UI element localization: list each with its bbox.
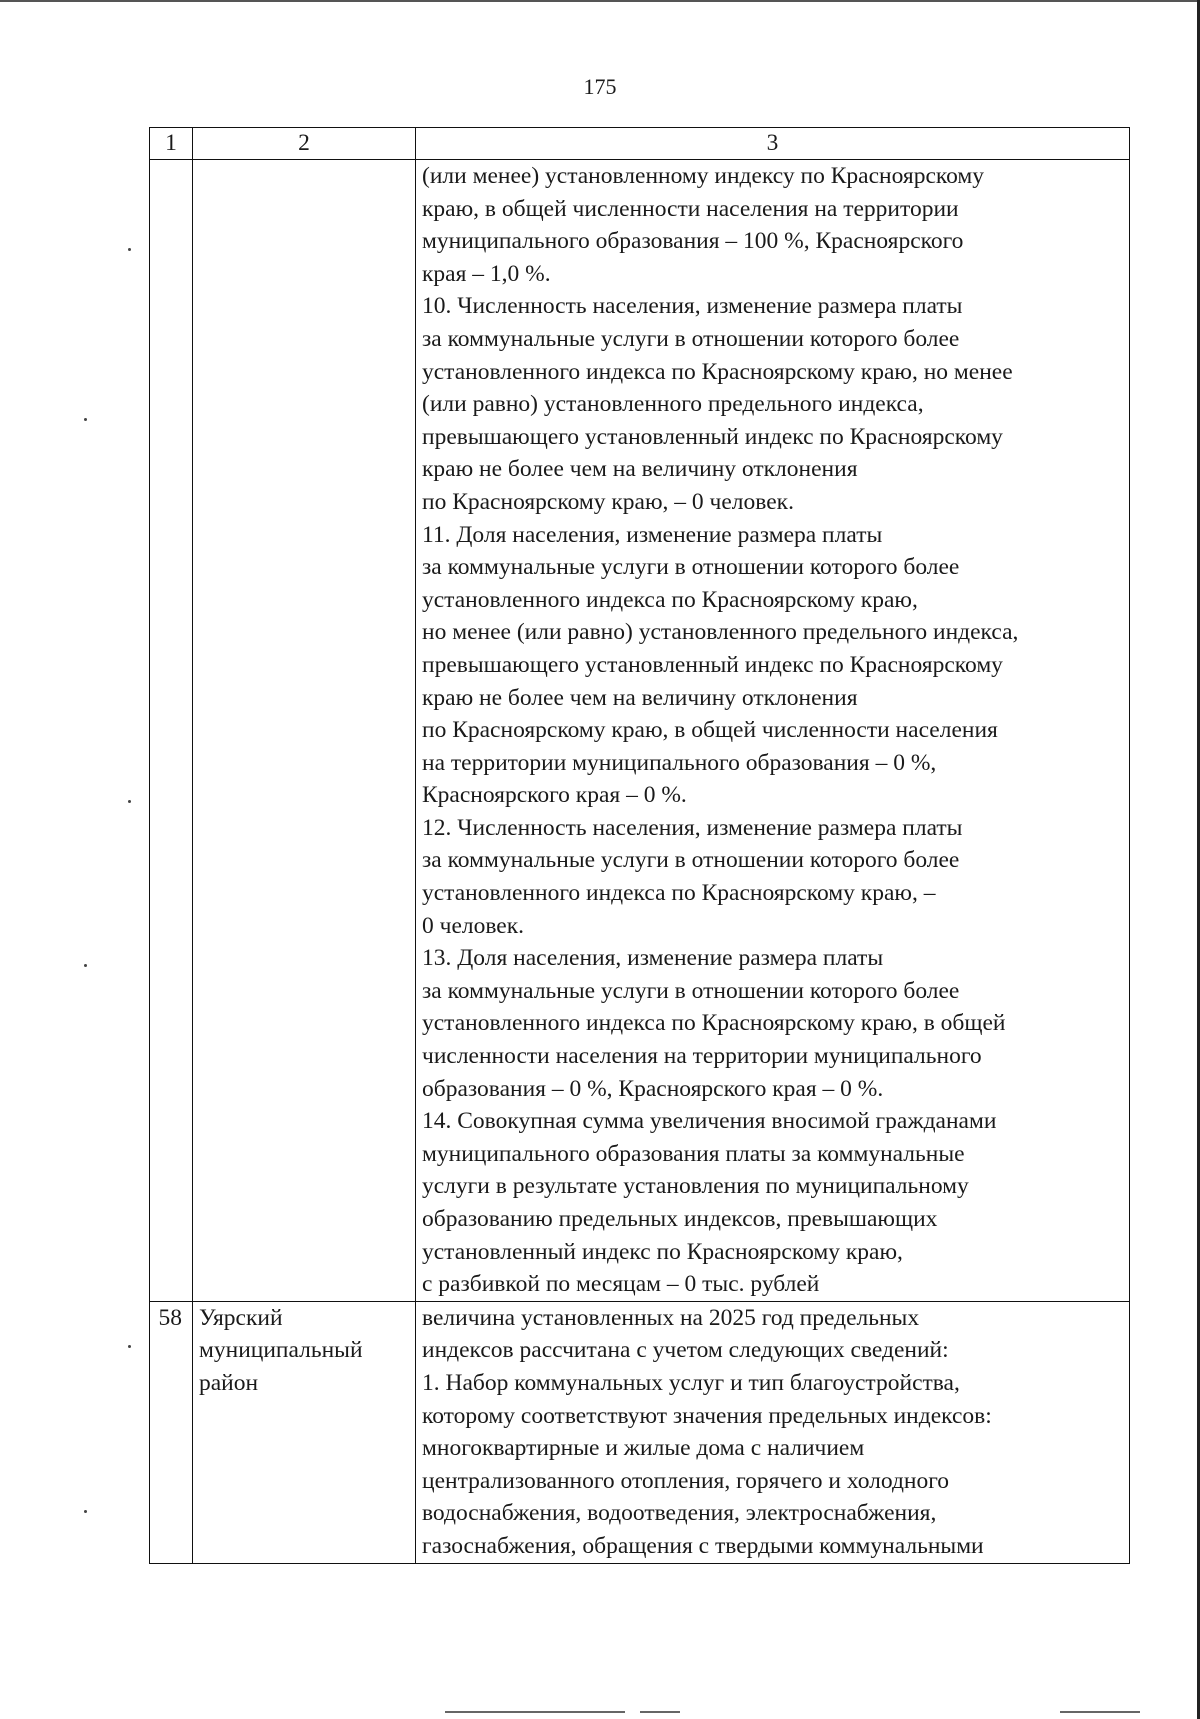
text-line: 13. Доля населения, изменение размера платы: [422, 945, 884, 972]
scan-edge-top: [0, 0, 1200, 2]
row-number-cell: [150, 160, 193, 1302]
text-line: 14. Совокупная сумма увеличения вносимой гражданами: [422, 1108, 997, 1135]
scan-speck: [128, 800, 131, 803]
text-line: за коммунальные услуги в отношении которого более: [422, 554, 960, 581]
text-line: Уярский: [199, 1304, 283, 1331]
municipality-name-cell: [193, 160, 416, 1302]
text-line: краю не более чем на величину отклонения: [422, 456, 858, 483]
text-line: образованию предельных индексов, превышающих: [422, 1206, 938, 1232]
text-line: на территории муниципального образования – 0 %,: [422, 749, 937, 776]
text-line: краю не более чем на величину отклонения: [422, 684, 858, 711]
text-line: превышающего установленный индекс по Красноярскому: [422, 651, 1003, 678]
table-header-row: [150, 128, 1130, 160]
text-line: которому соответствуют значения предельных индексов:: [422, 1402, 992, 1429]
description-cell: [416, 1301, 1130, 1563]
text-line: но менее (или равно) установленного предельного индекса,: [422, 619, 1019, 646]
scan-speck: [84, 418, 87, 421]
text-line: Красноярского края – 0 %.: [422, 782, 687, 809]
text-line: 0 человек.: [422, 912, 525, 939]
text-line: газоснабжения, обращения с твердыми коммунальными: [422, 1532, 984, 1559]
text-line: с разбивкой по месяцам – 0 тыс. рублей: [422, 1271, 820, 1298]
text-line: 10. Численность населения, изменение размера платы: [422, 293, 963, 320]
text-line: установленного индекса по Красноярскому краю,: [422, 586, 918, 613]
row-number-cell: 58: [150, 1301, 193, 1563]
scan-speck: [84, 1510, 87, 1513]
text-line: муниципального образования платы за коммунальные: [422, 1140, 965, 1167]
data-table: [149, 127, 1130, 1564]
description-cell: [416, 160, 1130, 1302]
scan-speck: [84, 964, 87, 967]
text-line: 11. Доля населения, изменение размера платы: [422, 521, 883, 548]
text-line: установленного индекса по Красноярскому краю, но менее: [422, 358, 1013, 385]
text-line: муниципальный: [199, 1337, 363, 1364]
text-line: образования – 0 %, Красноярского края – 0 %.: [422, 1075, 884, 1102]
text-line: (или равно) установленного предельного индекса,: [422, 391, 924, 418]
text-line: многоквартирные и жилые дома с наличием: [422, 1435, 865, 1462]
text-line: водоснабжения, водоотведения, электроснабжения,: [422, 1500, 937, 1527]
text-line: установленного индекса по Красноярскому краю, в общей: [422, 1010, 1006, 1037]
table-row: [150, 1301, 1130, 1563]
text-line: централизованного отопления, горячего и холодного: [422, 1467, 950, 1494]
municipality-name-cell: [193, 1301, 416, 1563]
scan-speck: [128, 1345, 131, 1348]
text-line: по Красноярскому краю, – 0 человек.: [422, 488, 794, 515]
text-line: индексов рассчитана с учетом следующих сведений:: [422, 1337, 949, 1364]
text-line: за коммунальные услуги в отношении которого более: [422, 977, 960, 1004]
page-number: 175: [583, 74, 617, 99]
text-line: услуги в результате установления по муниципальному: [422, 1173, 969, 1200]
text-line: район: [199, 1369, 259, 1396]
text-line: муниципального образования – 100 %, Красноярского: [422, 228, 964, 255]
text-line: установленный индекс по Красноярскому краю,: [422, 1238, 903, 1265]
text-line: установленного индекса по Красноярскому краю, –: [422, 880, 936, 907]
text-line: 12. Численность населения, изменение размера платы: [422, 814, 963, 841]
text-line: по Красноярскому краю, в общей численности населения: [422, 717, 998, 744]
scan-artifact-line: [445, 1711, 625, 1713]
text-line: превышающего установленный индекс по Красноярскому: [422, 423, 1003, 450]
text-line: края – 1,0 %.: [422, 260, 551, 287]
column-header-2: 2: [193, 128, 416, 160]
column-header-1: 1: [150, 128, 193, 160]
text-line: численности населения на территории муниципального: [422, 1043, 982, 1070]
table-row: [150, 160, 1130, 1302]
scan-artifact-line: [640, 1711, 680, 1713]
text-line: (или менее) установленному индексу по Красноярскому: [422, 163, 985, 189]
text-line: величина установленных на 2025 год предельных: [422, 1304, 920, 1331]
text-line: за коммунальные услуги в отношении которого более: [422, 847, 960, 874]
scan-speck: [128, 248, 131, 251]
column-header-3: 3: [416, 128, 1130, 160]
scan-artifact-line: [1060, 1711, 1140, 1713]
text-line: 1. Набор коммунальных услуг и тип благоустройства,: [422, 1369, 960, 1396]
text-line: краю, в общей численности населения на территории: [422, 195, 959, 222]
text-line: за коммунальные услуги в отношении которого более: [422, 325, 960, 352]
